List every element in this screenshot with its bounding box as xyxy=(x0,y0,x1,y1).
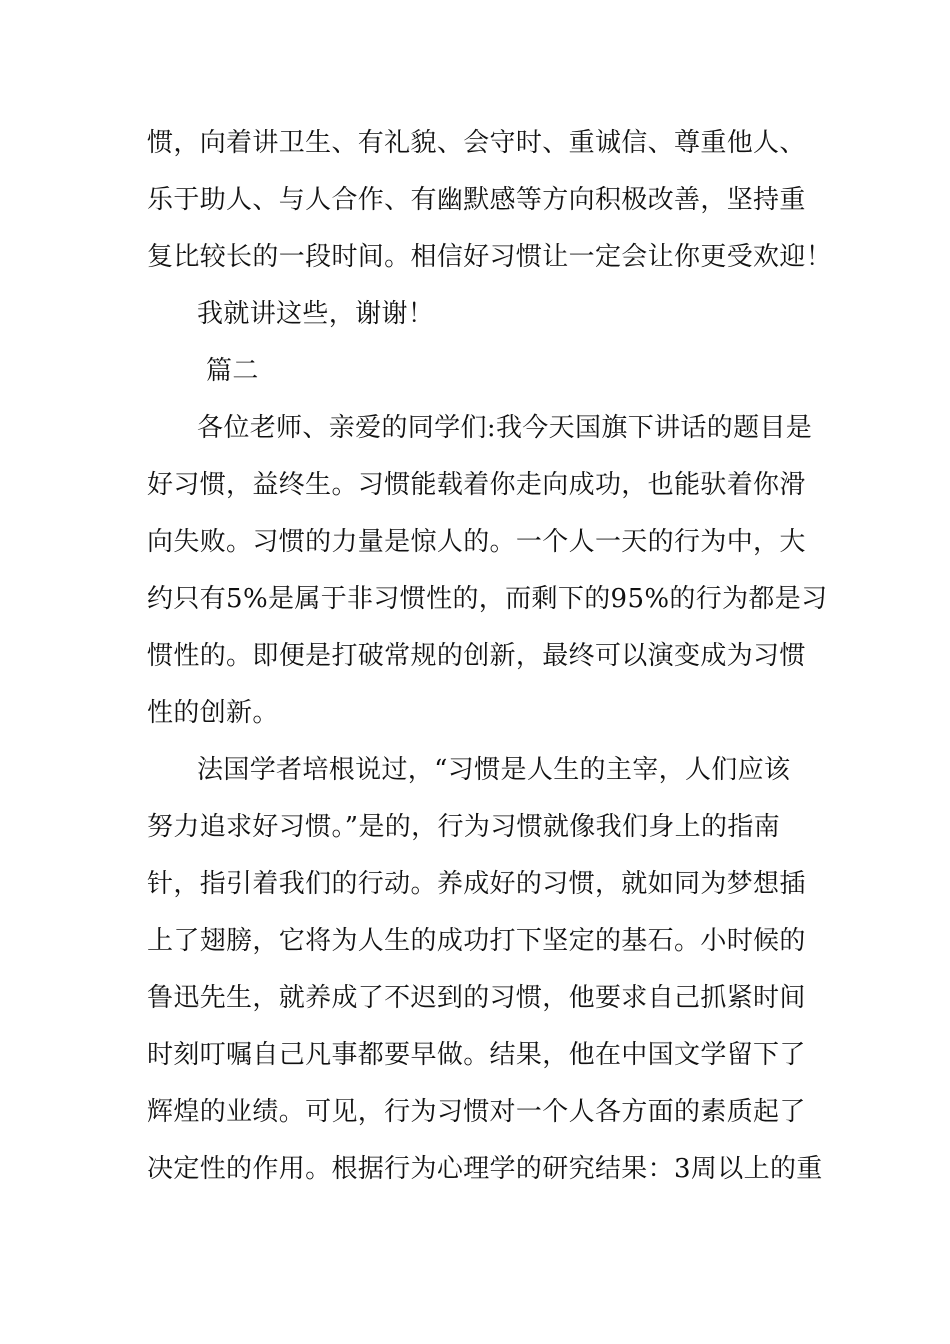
paragraph-2-line-1: 各位老师、亲爱的同学们:我今天国旗下讲话的题目是 xyxy=(197,413,813,443)
paragraph-3-line-6: 时刻叮嘱自己凡事都要早做。结果，他在中国文学留下了 xyxy=(147,1040,806,1070)
paragraph-2-line-5: 惯性的。即便是打破常规的创新，最终可以演变成为习惯 xyxy=(147,641,806,671)
paragraph-3-line-7: 辉煌的业绩。可见，行为习惯对一个人各方面的素质起了 xyxy=(147,1097,806,1127)
paragraph-1-line-3: 复比较长的一段时间。相信好习惯让一定会让你更受欢迎！ xyxy=(147,242,833,272)
paragraph-3-line-1: 法国学者培根说过，“习惯是人生的主宰，人们应该 xyxy=(197,755,791,785)
paragraph-3-line-5: 鲁迅先生，就养成了不迟到的习惯，他要求自己抓紧时间 xyxy=(147,983,806,1013)
paragraph-3-line-4: 上了翅膀，它将为人生的成功打下坚定的基石。小时候的 xyxy=(147,926,806,956)
closing-line: 我就讲这些，谢谢！ xyxy=(197,299,435,329)
paragraph-2-line-3: 向失败。习惯的力量是惊人的。一个人一天的行为中，大 xyxy=(147,527,806,557)
section-heading: 篇二 xyxy=(206,356,259,386)
paragraph-2-line-6: 性的创新。 xyxy=(147,698,279,728)
paragraph-1-line-2: 乐于助人、与人合作、有幽默感等方向积极改善，坚持重 xyxy=(147,185,806,215)
paragraph-2-line-2: 好习惯，益终生。习惯能载着你走向成功，也能驮着你滑 xyxy=(147,470,806,500)
paragraph-2-line-4: 约只有5%是属于非习惯性的，而剩下的95%的行为都是习 xyxy=(147,584,828,614)
paragraph-3-line-2: 努力追求好习惯。”是的，行为习惯就像我们身上的指南 xyxy=(147,812,781,842)
paragraph-3-line-8: 决定性的作用。根据行为心理学的研究结果：3周以上的重 xyxy=(147,1154,823,1184)
paragraph-3-line-3: 针，指引着我们的行动。养成好的习惯，就如同为梦想插 xyxy=(147,869,806,899)
paragraph-1-line-1: 惯，向着讲卫生、有礼貌、会守时、重诚信、尊重他人、 xyxy=(147,128,806,158)
